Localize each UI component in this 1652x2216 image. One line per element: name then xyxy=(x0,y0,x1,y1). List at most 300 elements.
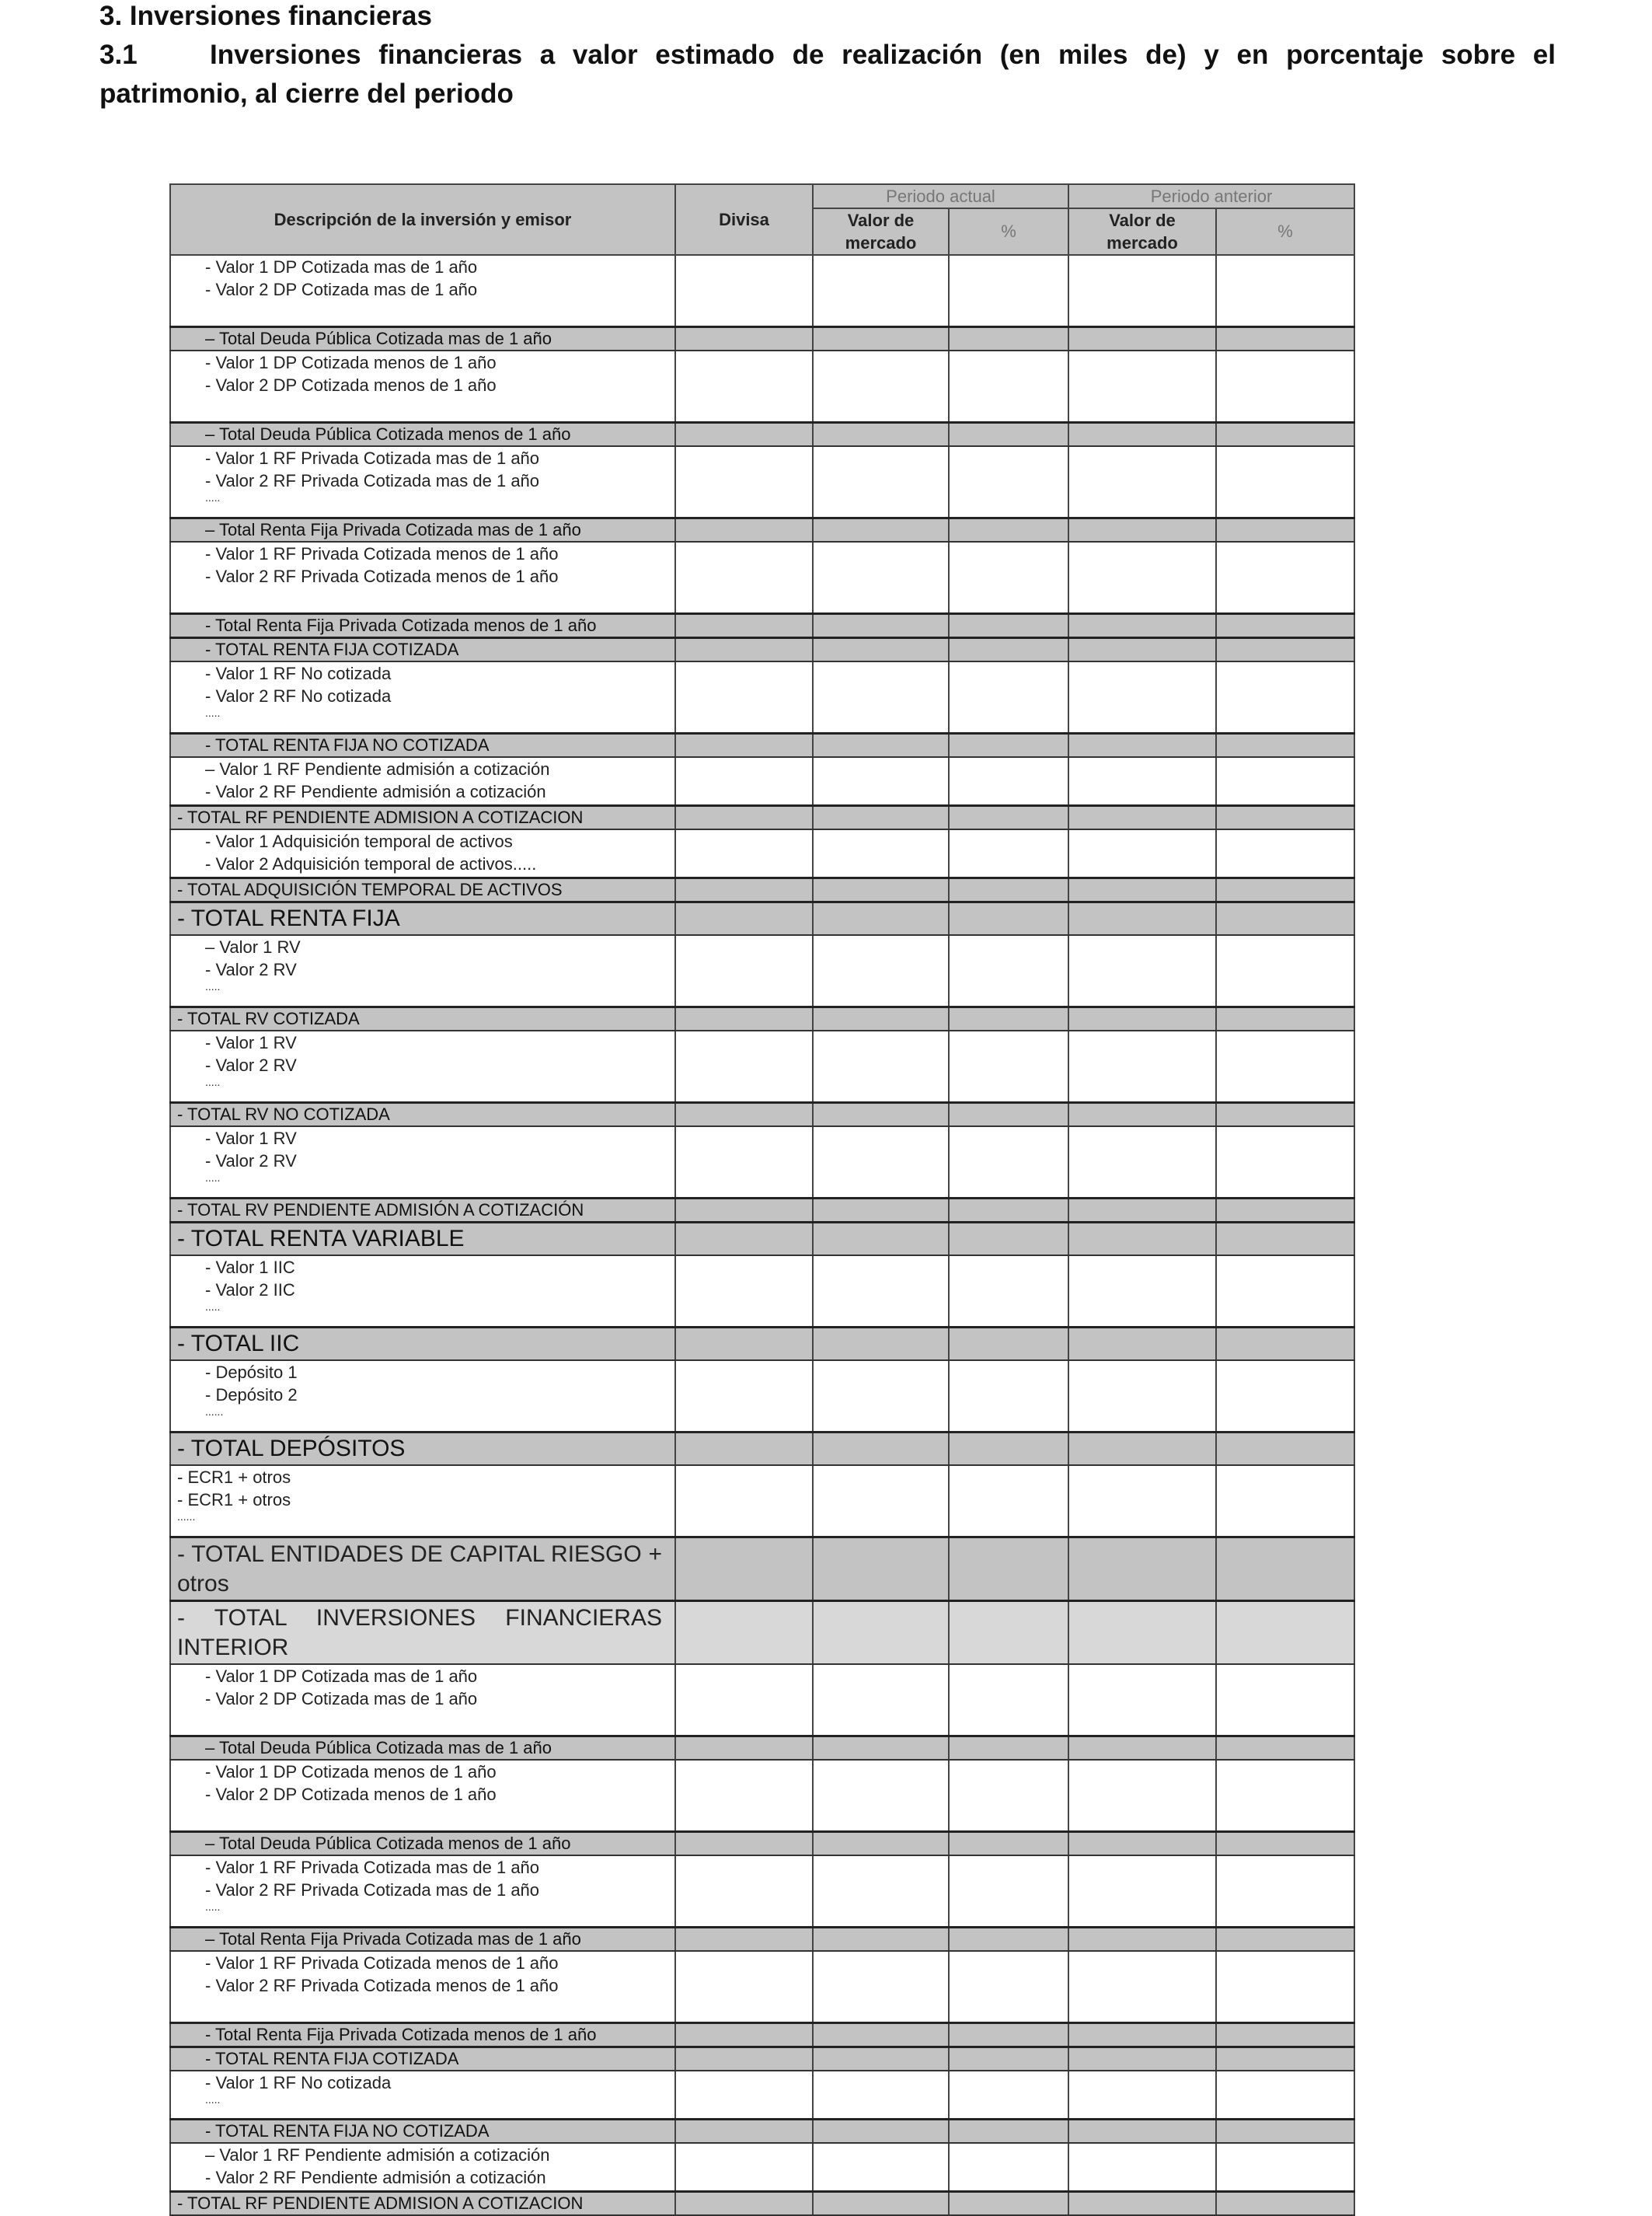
percent-previous-cell xyxy=(1216,1951,1354,2023)
row-line: ..... xyxy=(205,491,221,504)
market-value-previous-cell xyxy=(1068,2047,1216,2071)
currency-cell xyxy=(675,1664,813,1736)
row-line: – Valor 1 RF Pendiente admisión a cotización xyxy=(205,2145,550,2165)
percent-previous-cell xyxy=(1216,327,1354,351)
market-value-previous-cell xyxy=(1068,2023,1216,2047)
currency-cell xyxy=(675,2071,813,2120)
row-description xyxy=(170,829,675,878)
currency-cell xyxy=(675,2047,813,2071)
market-value-previous-cell xyxy=(1068,902,1216,936)
table-body xyxy=(170,255,1354,2215)
market-value-previous-cell xyxy=(1068,542,1216,614)
percent-current-cell xyxy=(949,902,1068,936)
percent-current-cell xyxy=(949,2023,1068,2047)
market-value-current-cell xyxy=(813,1126,949,1199)
currency-cell xyxy=(675,1760,813,1832)
total-label: - TOTAL ADQUISICIÓN TEMPORAL DE ACTIVOS xyxy=(170,878,675,902)
market-value-current-cell xyxy=(813,661,949,734)
row-line: – Valor 1 RV xyxy=(205,937,301,957)
subsection-heading xyxy=(99,36,1556,113)
total-label: - TOTAL RV PENDIENTE ADMISIÓN A COTIZACIÓN xyxy=(170,1199,675,1223)
percent-previous-cell xyxy=(1216,935,1354,1007)
market-value-current-cell xyxy=(813,327,949,351)
subsection-number: 3.1 xyxy=(99,40,138,70)
row-description xyxy=(170,1760,675,1832)
market-value-current-cell xyxy=(813,614,949,638)
row-line: - Valor 1 RF Privada Cotizada menos de 1 año xyxy=(205,1953,559,1973)
total-row xyxy=(170,1928,1354,1952)
row-line: - Valor 1 RF Privada Cotizada menos de 1 año xyxy=(205,544,559,564)
currency-cell xyxy=(675,1223,813,1256)
percent-current-cell xyxy=(949,2192,1068,2216)
percent-current-cell xyxy=(949,2120,1068,2144)
percent-current-cell xyxy=(949,1760,1068,1832)
table-row xyxy=(170,1360,1354,1433)
percent-previous-cell xyxy=(1216,2047,1354,2071)
market-value-current-cell xyxy=(813,351,949,423)
currency-cell xyxy=(675,878,813,902)
market-value-previous-cell xyxy=(1068,2071,1216,2120)
market-value-previous-cell xyxy=(1068,1199,1216,1223)
percent-previous-cell xyxy=(1216,661,1354,734)
currency-cell xyxy=(675,734,813,758)
table-row xyxy=(170,1255,1354,1328)
row-line: - Valor 1 DP Cotizada mas de 1 año xyxy=(205,1666,478,1686)
currency-cell xyxy=(675,1126,813,1199)
market-value-current-cell xyxy=(813,255,949,327)
currency-cell xyxy=(675,638,813,662)
market-value-previous-cell xyxy=(1068,446,1216,518)
currency-cell xyxy=(675,1928,813,1952)
row-line: - Valor 2 IIC xyxy=(205,1280,295,1300)
row-line: ..... xyxy=(205,1900,221,1913)
percent-current-cell xyxy=(949,1360,1068,1433)
total-label: - Total Renta Fija Privada Cotizada menos de 1 año xyxy=(170,614,675,638)
row-line: - Valor 1 RV xyxy=(205,1033,297,1052)
market-value-current-cell xyxy=(813,1199,949,1223)
row-line: - Valor 2 RF Privada Cotizada menos de 1 año xyxy=(205,1976,559,1995)
percent-previous-cell xyxy=(1216,1031,1354,1103)
percent-previous-cell xyxy=(1216,446,1354,518)
market-value-current-cell xyxy=(813,2047,949,2071)
currency-cell xyxy=(675,1007,813,1031)
total-label: - Total Renta Fija Privada Cotizada menos de 1 año xyxy=(170,2023,675,2047)
currency-cell xyxy=(675,1601,813,1665)
market-value-current-cell xyxy=(813,1601,949,1665)
market-value-previous-cell xyxy=(1068,661,1216,734)
currency-cell xyxy=(675,2143,813,2192)
market-value-previous-cell xyxy=(1068,1832,1216,1856)
row-description xyxy=(170,542,675,614)
row-description xyxy=(170,757,675,806)
percent-current-cell xyxy=(949,423,1068,447)
table-row xyxy=(170,829,1354,878)
total-row xyxy=(170,1007,1354,1031)
row-line: – Valor 1 RF Pendiente admisión a cotización xyxy=(205,759,550,779)
header-current-period: Periodo actual xyxy=(813,184,1068,208)
market-value-previous-cell xyxy=(1068,614,1216,638)
percent-current-cell xyxy=(949,1736,1068,1761)
row-line: - Valor 2 Adquisición temporal de activos..... xyxy=(205,854,537,874)
percent-previous-cell xyxy=(1216,351,1354,423)
percent-current-cell xyxy=(949,1951,1068,2023)
percent-previous-cell xyxy=(1216,518,1354,543)
currency-cell xyxy=(675,757,813,806)
percent-previous-cell xyxy=(1216,902,1354,936)
total-label: - TOTAL RENTA FIJA NO COTIZADA xyxy=(170,734,675,758)
percent-current-cell xyxy=(949,806,1068,830)
total-row xyxy=(170,518,1354,543)
table-row xyxy=(170,1760,1354,1832)
market-value-previous-cell xyxy=(1068,1951,1216,2023)
percent-previous-cell xyxy=(1216,1328,1354,1361)
table-row xyxy=(170,757,1354,806)
header-percent-previous: % xyxy=(1216,208,1354,255)
currency-cell xyxy=(675,2120,813,2144)
market-value-current-cell xyxy=(813,878,949,902)
market-value-current-cell xyxy=(813,1951,949,2023)
header-previous-period: Periodo anterior xyxy=(1068,184,1354,208)
market-value-current-cell xyxy=(813,2071,949,2120)
row-description xyxy=(170,255,675,327)
row-line: - Valor 1 RF No cotizada xyxy=(205,664,392,683)
market-value-current-cell xyxy=(813,1103,949,1127)
percent-previous-cell xyxy=(1216,1433,1354,1466)
row-line: - Valor 1 RF Privada Cotizada mas de 1 año xyxy=(205,1858,540,1877)
percent-current-cell xyxy=(949,2047,1068,2071)
percent-previous-cell xyxy=(1216,1736,1354,1761)
row-description xyxy=(170,1360,675,1433)
market-value-current-cell xyxy=(813,1465,949,1537)
table-row xyxy=(170,351,1354,423)
total-row xyxy=(170,1328,1354,1361)
percent-previous-cell xyxy=(1216,1760,1354,1832)
row-line: ..... xyxy=(205,1171,221,1184)
percent-current-cell xyxy=(949,1855,1068,1928)
market-value-previous-cell xyxy=(1068,1223,1216,1256)
market-value-previous-cell xyxy=(1068,1465,1216,1537)
percent-previous-cell xyxy=(1216,806,1354,830)
percent-previous-cell xyxy=(1216,2071,1354,2120)
percent-current-cell xyxy=(949,1928,1068,1952)
percent-current-cell xyxy=(949,734,1068,758)
percent-current-cell xyxy=(949,2071,1068,2120)
market-value-current-cell xyxy=(813,1255,949,1328)
market-value-previous-cell xyxy=(1068,1537,1216,1601)
total-row xyxy=(170,1223,1354,1256)
table-header xyxy=(170,184,1354,255)
row-line: - Valor 2 RF Privada Cotizada mas de 1 año xyxy=(205,471,540,490)
market-value-previous-cell xyxy=(1068,757,1216,806)
total-label: - TOTAL IIC xyxy=(170,1328,675,1361)
header-market-value-current: Valor de mercado xyxy=(813,208,949,255)
total-row xyxy=(170,1537,1354,1601)
row-line: - Valor 2 DP Cotizada mas de 1 año xyxy=(205,280,478,299)
table-row xyxy=(170,1126,1354,1199)
row-line: - Valor 2 DP Cotizada menos de 1 año xyxy=(205,1785,497,1804)
total-row xyxy=(170,2047,1354,2071)
currency-cell xyxy=(675,661,813,734)
percent-previous-cell xyxy=(1216,638,1354,662)
market-value-current-cell xyxy=(813,757,949,806)
table-row xyxy=(170,542,1354,614)
market-value-current-cell xyxy=(813,806,949,830)
total-label: – Total Deuda Pública Cotizada mas de 1 año xyxy=(170,1736,675,1761)
currency-cell xyxy=(675,1537,813,1601)
total-label: - TOTAL RV COTIZADA xyxy=(170,1007,675,1031)
market-value-previous-cell xyxy=(1068,1255,1216,1328)
market-value-previous-cell xyxy=(1068,1126,1216,1199)
percent-previous-cell xyxy=(1216,1664,1354,1736)
total-row xyxy=(170,1601,1354,1665)
table-row xyxy=(170,1465,1354,1537)
table-row xyxy=(170,1855,1354,1928)
row-line: - Valor 2 RF Privada Cotizada menos de 1 año xyxy=(205,567,559,586)
row-line: - Valor 2 RV xyxy=(205,1056,297,1075)
percent-previous-cell xyxy=(1216,1255,1354,1328)
currency-cell xyxy=(675,1360,813,1433)
market-value-current-cell xyxy=(813,1433,949,1466)
percent-current-cell xyxy=(949,351,1068,423)
market-value-current-cell xyxy=(813,1007,949,1031)
row-line: - ECR1 + otros xyxy=(177,1490,291,1509)
market-value-current-cell xyxy=(813,1328,949,1361)
section-heading: 3. Inversiones financieras xyxy=(99,1,432,31)
currency-cell xyxy=(675,1255,813,1328)
table-row xyxy=(170,935,1354,1007)
market-value-current-cell xyxy=(813,638,949,662)
market-value-previous-cell xyxy=(1068,935,1216,1007)
total-row xyxy=(170,1103,1354,1127)
currency-cell xyxy=(675,1103,813,1127)
market-value-current-cell xyxy=(813,2120,949,2144)
row-description xyxy=(170,661,675,734)
market-value-current-cell xyxy=(813,2192,949,2216)
market-value-previous-cell xyxy=(1068,1601,1216,1665)
market-value-current-cell xyxy=(813,1664,949,1736)
row-line: - Valor 2 RF Privada Cotizada mas de 1 año xyxy=(205,1880,540,1900)
row-line: ...... xyxy=(205,1405,224,1418)
percent-previous-cell xyxy=(1216,1103,1354,1127)
market-value-current-cell xyxy=(813,1736,949,1761)
market-value-current-cell xyxy=(813,734,949,758)
total-row xyxy=(170,1199,1354,1223)
market-value-previous-cell xyxy=(1068,1760,1216,1832)
total-row xyxy=(170,614,1354,638)
currency-cell xyxy=(675,1199,813,1223)
total-row xyxy=(170,902,1354,936)
row-line: - Valor 2 RV xyxy=(205,1151,297,1171)
market-value-previous-cell xyxy=(1068,518,1216,543)
market-value-previous-cell xyxy=(1068,638,1216,662)
currency-cell xyxy=(675,1465,813,1537)
percent-current-cell xyxy=(949,829,1068,878)
table-row xyxy=(170,255,1354,327)
percent-previous-cell xyxy=(1216,757,1354,806)
market-value-current-cell xyxy=(813,542,949,614)
currency-cell xyxy=(675,806,813,830)
row-line: - Valor 1 DP Cotizada menos de 1 año xyxy=(205,353,497,372)
row-line: - Valor 1 IIC xyxy=(205,1258,295,1277)
currency-cell xyxy=(675,614,813,638)
percent-previous-cell xyxy=(1216,1360,1354,1433)
market-value-current-cell xyxy=(813,518,949,543)
market-value-previous-cell xyxy=(1068,806,1216,830)
percent-current-cell xyxy=(949,1223,1068,1256)
total-row xyxy=(170,734,1354,758)
percent-current-cell xyxy=(949,661,1068,734)
row-line: - Valor 2 DP Cotizada mas de 1 año xyxy=(205,1689,478,1708)
market-value-current-cell xyxy=(813,1832,949,1856)
percent-previous-cell xyxy=(1216,2192,1354,2216)
table-row xyxy=(170,446,1354,518)
percent-current-cell xyxy=(949,935,1068,1007)
row-description xyxy=(170,446,675,518)
percent-previous-cell xyxy=(1216,423,1354,447)
currency-cell xyxy=(675,542,813,614)
total-row xyxy=(170,1832,1354,1856)
percent-current-cell xyxy=(949,1465,1068,1537)
percent-previous-cell xyxy=(1216,1855,1354,1928)
percent-previous-cell xyxy=(1216,1465,1354,1537)
percent-previous-cell xyxy=(1216,255,1354,327)
market-value-current-cell xyxy=(813,1760,949,1832)
market-value-previous-cell xyxy=(1068,829,1216,878)
percent-current-cell xyxy=(949,1126,1068,1199)
percent-previous-cell xyxy=(1216,1223,1354,1256)
row-line: - Valor 1 RF Privada Cotizada mas de 1 año xyxy=(205,448,540,468)
row-line: ..... xyxy=(205,2093,221,2106)
table-row xyxy=(170,2071,1354,2120)
header-description: Descripción de la inversión y emisor xyxy=(170,184,675,255)
market-value-previous-cell xyxy=(1068,255,1216,327)
row-line: - Valor 2 RF No cotizada xyxy=(205,686,392,706)
currency-cell xyxy=(675,1031,813,1103)
currency-cell xyxy=(675,1328,813,1361)
total-label: – Total Deuda Pública Cotizada mas de 1 año xyxy=(170,327,675,351)
currency-cell xyxy=(675,2192,813,2216)
market-value-previous-cell xyxy=(1068,351,1216,423)
row-line: - Valor 1 DP Cotizada menos de 1 año xyxy=(205,1762,497,1782)
currency-cell xyxy=(675,2023,813,2047)
market-value-previous-cell xyxy=(1068,1031,1216,1103)
percent-previous-cell xyxy=(1216,734,1354,758)
row-description xyxy=(170,1951,675,2023)
header-currency: Divisa xyxy=(675,184,813,255)
row-line: - Valor 1 RF No cotizada xyxy=(205,2073,392,2092)
percent-current-cell xyxy=(949,1007,1068,1031)
currency-cell xyxy=(675,1951,813,2023)
market-value-current-cell xyxy=(813,423,949,447)
percent-previous-cell xyxy=(1216,2023,1354,2047)
row-line: - Valor 1 DP Cotizada mas de 1 año xyxy=(205,257,478,277)
row-description xyxy=(170,2071,675,2120)
total-row xyxy=(170,2192,1354,2216)
currency-cell xyxy=(675,255,813,327)
percent-previous-cell xyxy=(1216,1601,1354,1665)
percent-current-cell xyxy=(949,1103,1068,1127)
total-row xyxy=(170,806,1354,830)
percent-previous-cell xyxy=(1216,829,1354,878)
total-row xyxy=(170,327,1354,351)
currency-cell xyxy=(675,423,813,447)
row-line: - Valor 1 RV xyxy=(205,1129,297,1148)
currency-cell xyxy=(675,1832,813,1856)
row-line: - Valor 2 RV xyxy=(205,960,297,979)
percent-previous-cell xyxy=(1216,1537,1354,1601)
row-line: ..... xyxy=(205,707,221,719)
market-value-previous-cell xyxy=(1068,423,1216,447)
currency-cell xyxy=(675,327,813,351)
total-label: - TOTAL RF PENDIENTE ADMISION A COTIZACION xyxy=(170,806,675,830)
row-line: ...... xyxy=(177,1510,196,1523)
percent-current-cell xyxy=(949,1664,1068,1736)
row-line: - Depósito 1 xyxy=(205,1363,298,1382)
market-value-previous-cell xyxy=(1068,1103,1216,1127)
currency-cell xyxy=(675,829,813,878)
table-row xyxy=(170,2143,1354,2192)
row-line: - Valor 2 DP Cotizada menos de 1 año xyxy=(205,375,497,395)
market-value-previous-cell xyxy=(1068,2143,1216,2192)
table-row xyxy=(170,661,1354,734)
percent-current-cell xyxy=(949,614,1068,638)
total-label: - TOTAL ENTIDADES DE CAPITAL RIESGO + otros xyxy=(170,1537,675,1601)
total-label: - TOTAL RENTA FIJA COTIZADA xyxy=(170,638,675,662)
percent-current-cell xyxy=(949,1601,1068,1665)
percent-current-cell xyxy=(949,1031,1068,1103)
total-label: - TOTAL RF PENDIENTE ADMISION A COTIZACION xyxy=(170,2192,675,2216)
total-row xyxy=(170,2120,1354,2144)
market-value-previous-cell xyxy=(1068,1928,1216,1952)
percent-previous-cell xyxy=(1216,2120,1354,2144)
market-value-current-cell xyxy=(813,2143,949,2192)
percent-previous-cell xyxy=(1216,2143,1354,2192)
row-description xyxy=(170,1031,675,1103)
market-value-previous-cell xyxy=(1068,2120,1216,2144)
total-label: - TOTAL RENTA FIJA xyxy=(170,902,675,936)
percent-current-cell xyxy=(949,1832,1068,1856)
row-line: ..... xyxy=(205,980,221,993)
percent-previous-cell xyxy=(1216,1199,1354,1223)
percent-previous-cell xyxy=(1216,1126,1354,1199)
percent-current-cell xyxy=(949,1255,1068,1328)
total-label: - TOTAL RV NO COTIZADA xyxy=(170,1103,675,1127)
total-label: - TOTAL RENTA VARIABLE xyxy=(170,1223,675,1256)
market-value-current-cell xyxy=(813,1928,949,1952)
row-description xyxy=(170,2143,675,2192)
currency-cell xyxy=(675,1433,813,1466)
market-value-previous-cell xyxy=(1068,1664,1216,1736)
market-value-current-cell xyxy=(813,1855,949,1928)
row-description xyxy=(170,1465,675,1537)
row-line: - Valor 2 RF Pendiente admisión a cotización xyxy=(205,2168,546,2187)
investments-table xyxy=(169,183,1355,2216)
row-line: - Depósito 2 xyxy=(205,1385,298,1405)
total-row xyxy=(170,1433,1354,1466)
market-value-previous-cell xyxy=(1068,1433,1216,1466)
market-value-current-cell xyxy=(813,935,949,1007)
market-value-current-cell xyxy=(813,829,949,878)
percent-previous-cell xyxy=(1216,1007,1354,1031)
currency-cell xyxy=(675,902,813,936)
row-description xyxy=(170,1126,675,1199)
total-label: – Total Renta Fija Privada Cotizada mas de 1 año xyxy=(170,518,675,543)
percent-previous-cell xyxy=(1216,542,1354,614)
total-row xyxy=(170,638,1354,662)
currency-cell xyxy=(675,351,813,423)
percent-current-cell xyxy=(949,2143,1068,2192)
row-line: - Valor 1 Adquisición temporal de activos xyxy=(205,832,513,851)
